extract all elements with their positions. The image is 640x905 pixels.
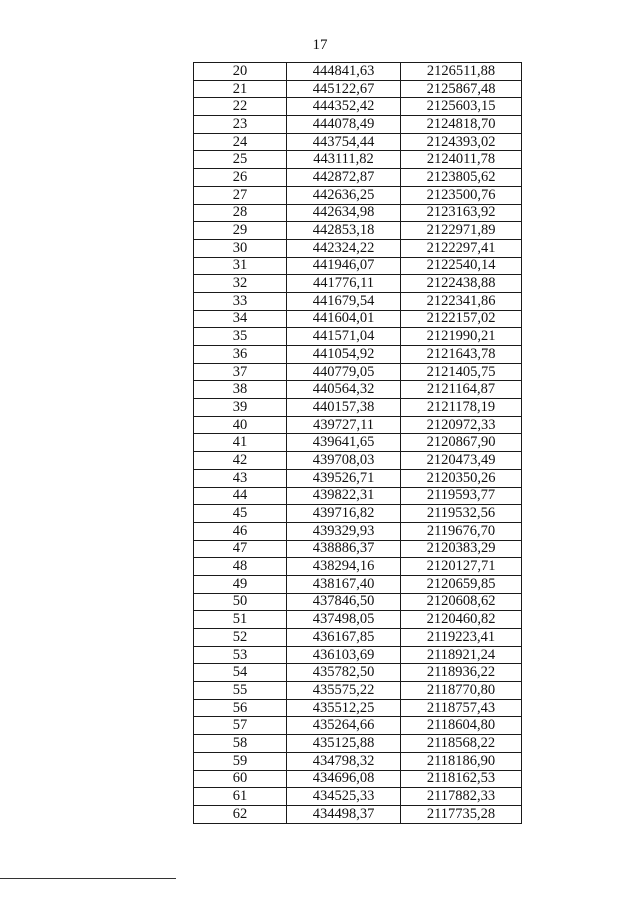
table-row xyxy=(194,222,522,240)
table-row xyxy=(194,363,522,381)
x-coordinate-cell: 435512,25 xyxy=(287,699,401,717)
x-coordinate-cell: 442634,98 xyxy=(287,204,401,222)
coordinates-table-body xyxy=(194,63,522,824)
table-row xyxy=(194,505,522,523)
point-number-cell: 32 xyxy=(194,275,287,293)
point-number-cell: 40 xyxy=(194,416,287,434)
x-coordinate-cell: 439708,03 xyxy=(287,452,401,470)
point-number-cell: 31 xyxy=(194,257,287,275)
y-coordinate-cell: 2122438,88 xyxy=(401,275,522,293)
point-number-cell: 28 xyxy=(194,204,287,222)
y-coordinate-cell: 2121405,75 xyxy=(401,363,522,381)
table-row xyxy=(194,328,522,346)
point-number-cell: 45 xyxy=(194,505,287,523)
y-coordinate-cell: 2120350,26 xyxy=(401,469,522,487)
x-coordinate-cell: 439329,93 xyxy=(287,522,401,540)
x-coordinate-cell: 435264,66 xyxy=(287,717,401,735)
y-coordinate-cell: 2120473,49 xyxy=(401,452,522,470)
point-number-cell: 21 xyxy=(194,80,287,98)
x-coordinate-cell: 434798,32 xyxy=(287,752,401,770)
y-coordinate-cell: 2118921,24 xyxy=(401,646,522,664)
y-coordinate-cell: 2120608,62 xyxy=(401,593,522,611)
table-row xyxy=(194,186,522,204)
table-row xyxy=(194,487,522,505)
x-coordinate-cell: 436103,69 xyxy=(287,646,401,664)
x-coordinate-cell: 434498,37 xyxy=(287,805,401,823)
y-coordinate-cell: 2120867,90 xyxy=(401,434,522,452)
table-row xyxy=(194,575,522,593)
y-coordinate-cell: 2121643,78 xyxy=(401,346,522,364)
table-row xyxy=(194,452,522,470)
y-coordinate-cell: 2120127,71 xyxy=(401,558,522,576)
y-coordinate-cell: 2124011,78 xyxy=(401,151,522,169)
table-row xyxy=(194,646,522,664)
table-row xyxy=(194,682,522,700)
x-coordinate-cell: 437498,05 xyxy=(287,611,401,629)
point-number-cell: 20 xyxy=(194,63,287,81)
x-coordinate-cell: 438294,16 xyxy=(287,558,401,576)
y-coordinate-cell: 2122157,02 xyxy=(401,310,522,328)
point-number-cell: 55 xyxy=(194,682,287,700)
point-number-cell: 33 xyxy=(194,292,287,310)
point-number-cell: 43 xyxy=(194,469,287,487)
table-row xyxy=(194,469,522,487)
point-number-cell: 46 xyxy=(194,522,287,540)
table-row xyxy=(194,275,522,293)
x-coordinate-cell: 440564,32 xyxy=(287,381,401,399)
x-coordinate-cell: 441054,92 xyxy=(287,346,401,364)
x-coordinate-cell: 443754,44 xyxy=(287,133,401,151)
point-number-cell: 59 xyxy=(194,752,287,770)
point-number-cell: 36 xyxy=(194,346,287,364)
x-coordinate-cell: 435575,22 xyxy=(287,682,401,700)
y-coordinate-cell: 2118162,53 xyxy=(401,770,522,788)
point-number-cell: 35 xyxy=(194,328,287,346)
table-row xyxy=(194,116,522,134)
y-coordinate-cell: 2123805,62 xyxy=(401,169,522,187)
y-coordinate-cell: 2118936,22 xyxy=(401,664,522,682)
y-coordinate-cell: 2120460,82 xyxy=(401,611,522,629)
point-number-cell: 54 xyxy=(194,664,287,682)
x-coordinate-cell: 441571,04 xyxy=(287,328,401,346)
table-row xyxy=(194,540,522,558)
point-number-cell: 24 xyxy=(194,133,287,151)
table-row xyxy=(194,699,522,717)
y-coordinate-cell: 2121164,87 xyxy=(401,381,522,399)
x-coordinate-cell: 434525,33 xyxy=(287,788,401,806)
point-number-cell: 25 xyxy=(194,151,287,169)
page-number: 17 xyxy=(312,37,328,53)
x-coordinate-cell: 439641,65 xyxy=(287,434,401,452)
point-number-cell: 56 xyxy=(194,699,287,717)
y-coordinate-cell: 2126511,88 xyxy=(401,63,522,81)
x-coordinate-cell: 440779,05 xyxy=(287,363,401,381)
table-row xyxy=(194,399,522,417)
point-number-cell: 61 xyxy=(194,788,287,806)
table-row xyxy=(194,558,522,576)
y-coordinate-cell: 2125867,48 xyxy=(401,80,522,98)
table-row xyxy=(194,735,522,753)
table-row xyxy=(194,346,522,364)
y-coordinate-cell: 2118568,22 xyxy=(401,735,522,753)
point-number-cell: 41 xyxy=(194,434,287,452)
x-coordinate-cell: 442324,22 xyxy=(287,239,401,257)
y-coordinate-cell: 2121990,21 xyxy=(401,328,522,346)
point-number-cell: 34 xyxy=(194,310,287,328)
table-row xyxy=(194,788,522,806)
point-number-cell: 47 xyxy=(194,540,287,558)
x-coordinate-cell: 444841,63 xyxy=(287,63,401,81)
y-coordinate-cell: 2118770,80 xyxy=(401,682,522,700)
y-coordinate-cell: 2121178,19 xyxy=(401,399,522,417)
table-row xyxy=(194,805,522,823)
table-row xyxy=(194,522,522,540)
point-number-cell: 37 xyxy=(194,363,287,381)
point-number-cell: 44 xyxy=(194,487,287,505)
x-coordinate-cell: 435125,88 xyxy=(287,735,401,753)
y-coordinate-cell: 2118186,90 xyxy=(401,752,522,770)
point-number-cell: 39 xyxy=(194,399,287,417)
x-coordinate-cell: 441604,01 xyxy=(287,310,401,328)
x-coordinate-cell: 442872,87 xyxy=(287,169,401,187)
table-row xyxy=(194,752,522,770)
table-row xyxy=(194,416,522,434)
table-row xyxy=(194,381,522,399)
table-row xyxy=(194,292,522,310)
x-coordinate-cell: 436167,85 xyxy=(287,629,401,647)
y-coordinate-cell: 2123500,76 xyxy=(401,186,522,204)
point-number-cell: 62 xyxy=(194,805,287,823)
point-number-cell: 30 xyxy=(194,239,287,257)
y-coordinate-cell: 2120972,33 xyxy=(401,416,522,434)
table-row xyxy=(194,151,522,169)
x-coordinate-cell: 441776,11 xyxy=(287,275,401,293)
y-coordinate-cell: 2117735,28 xyxy=(401,805,522,823)
y-coordinate-cell: 2122971,89 xyxy=(401,222,522,240)
table-row xyxy=(194,310,522,328)
table-row xyxy=(194,664,522,682)
y-coordinate-cell: 2119676,70 xyxy=(401,522,522,540)
x-coordinate-cell: 438167,40 xyxy=(287,575,401,593)
point-number-cell: 29 xyxy=(194,222,287,240)
y-coordinate-cell: 2119532,56 xyxy=(401,505,522,523)
y-coordinate-cell: 2120659,85 xyxy=(401,575,522,593)
x-coordinate-cell: 444352,42 xyxy=(287,98,401,116)
table-row xyxy=(194,98,522,116)
y-coordinate-cell: 2124818,70 xyxy=(401,116,522,134)
table-row xyxy=(194,239,522,257)
y-coordinate-cell: 2125603,15 xyxy=(401,98,522,116)
x-coordinate-cell: 437846,50 xyxy=(287,593,401,611)
point-number-cell: 23 xyxy=(194,116,287,134)
y-coordinate-cell: 2123163,92 xyxy=(401,204,522,222)
table-row xyxy=(194,63,522,81)
point-number-cell: 27 xyxy=(194,186,287,204)
x-coordinate-cell: 439526,71 xyxy=(287,469,401,487)
x-coordinate-cell: 445122,67 xyxy=(287,80,401,98)
point-number-cell: 53 xyxy=(194,646,287,664)
table-row xyxy=(194,434,522,452)
point-number-cell: 22 xyxy=(194,98,287,116)
table-row xyxy=(194,169,522,187)
table-row xyxy=(194,770,522,788)
table-row xyxy=(194,717,522,735)
y-coordinate-cell: 2119593,77 xyxy=(401,487,522,505)
point-number-cell: 38 xyxy=(194,381,287,399)
point-number-cell: 51 xyxy=(194,611,287,629)
x-coordinate-cell: 441946,07 xyxy=(287,257,401,275)
table-row xyxy=(194,611,522,629)
y-coordinate-cell: 2124393,02 xyxy=(401,133,522,151)
y-coordinate-cell: 2118757,43 xyxy=(401,699,522,717)
point-number-cell: 52 xyxy=(194,629,287,647)
point-number-cell: 57 xyxy=(194,717,287,735)
table-row xyxy=(194,257,522,275)
point-number-cell: 58 xyxy=(194,735,287,753)
point-number-cell: 60 xyxy=(194,770,287,788)
table-row xyxy=(194,593,522,611)
y-coordinate-cell: 2122341,86 xyxy=(401,292,522,310)
x-coordinate-cell: 441679,54 xyxy=(287,292,401,310)
y-coordinate-cell: 2122297,41 xyxy=(401,239,522,257)
coordinates-table xyxy=(193,62,522,824)
point-number-cell: 48 xyxy=(194,558,287,576)
table-row xyxy=(194,629,522,647)
x-coordinate-cell: 439727,11 xyxy=(287,416,401,434)
point-number-cell: 50 xyxy=(194,593,287,611)
x-coordinate-cell: 435782,50 xyxy=(287,664,401,682)
x-coordinate-cell: 444078,49 xyxy=(287,116,401,134)
y-coordinate-cell: 2122540,14 xyxy=(401,257,522,275)
x-coordinate-cell: 438886,37 xyxy=(287,540,401,558)
table-row xyxy=(194,80,522,98)
table-row xyxy=(194,204,522,222)
x-coordinate-cell: 443111,82 xyxy=(287,151,401,169)
y-coordinate-cell: 2117882,33 xyxy=(401,788,522,806)
table-row xyxy=(194,133,522,151)
x-coordinate-cell: 439716,82 xyxy=(287,505,401,523)
point-number-cell: 26 xyxy=(194,169,287,187)
x-coordinate-cell: 442853,18 xyxy=(287,222,401,240)
y-coordinate-cell: 2118604,80 xyxy=(401,717,522,735)
x-coordinate-cell: 439822,31 xyxy=(287,487,401,505)
x-coordinate-cell: 442636,25 xyxy=(287,186,401,204)
y-coordinate-cell: 2119223,41 xyxy=(401,629,522,647)
point-number-cell: 42 xyxy=(194,452,287,470)
y-coordinate-cell: 2120383,29 xyxy=(401,540,522,558)
point-number-cell: 49 xyxy=(194,575,287,593)
footer-separator-line xyxy=(0,878,176,879)
x-coordinate-cell: 440157,38 xyxy=(287,399,401,417)
x-coordinate-cell: 434696,08 xyxy=(287,770,401,788)
